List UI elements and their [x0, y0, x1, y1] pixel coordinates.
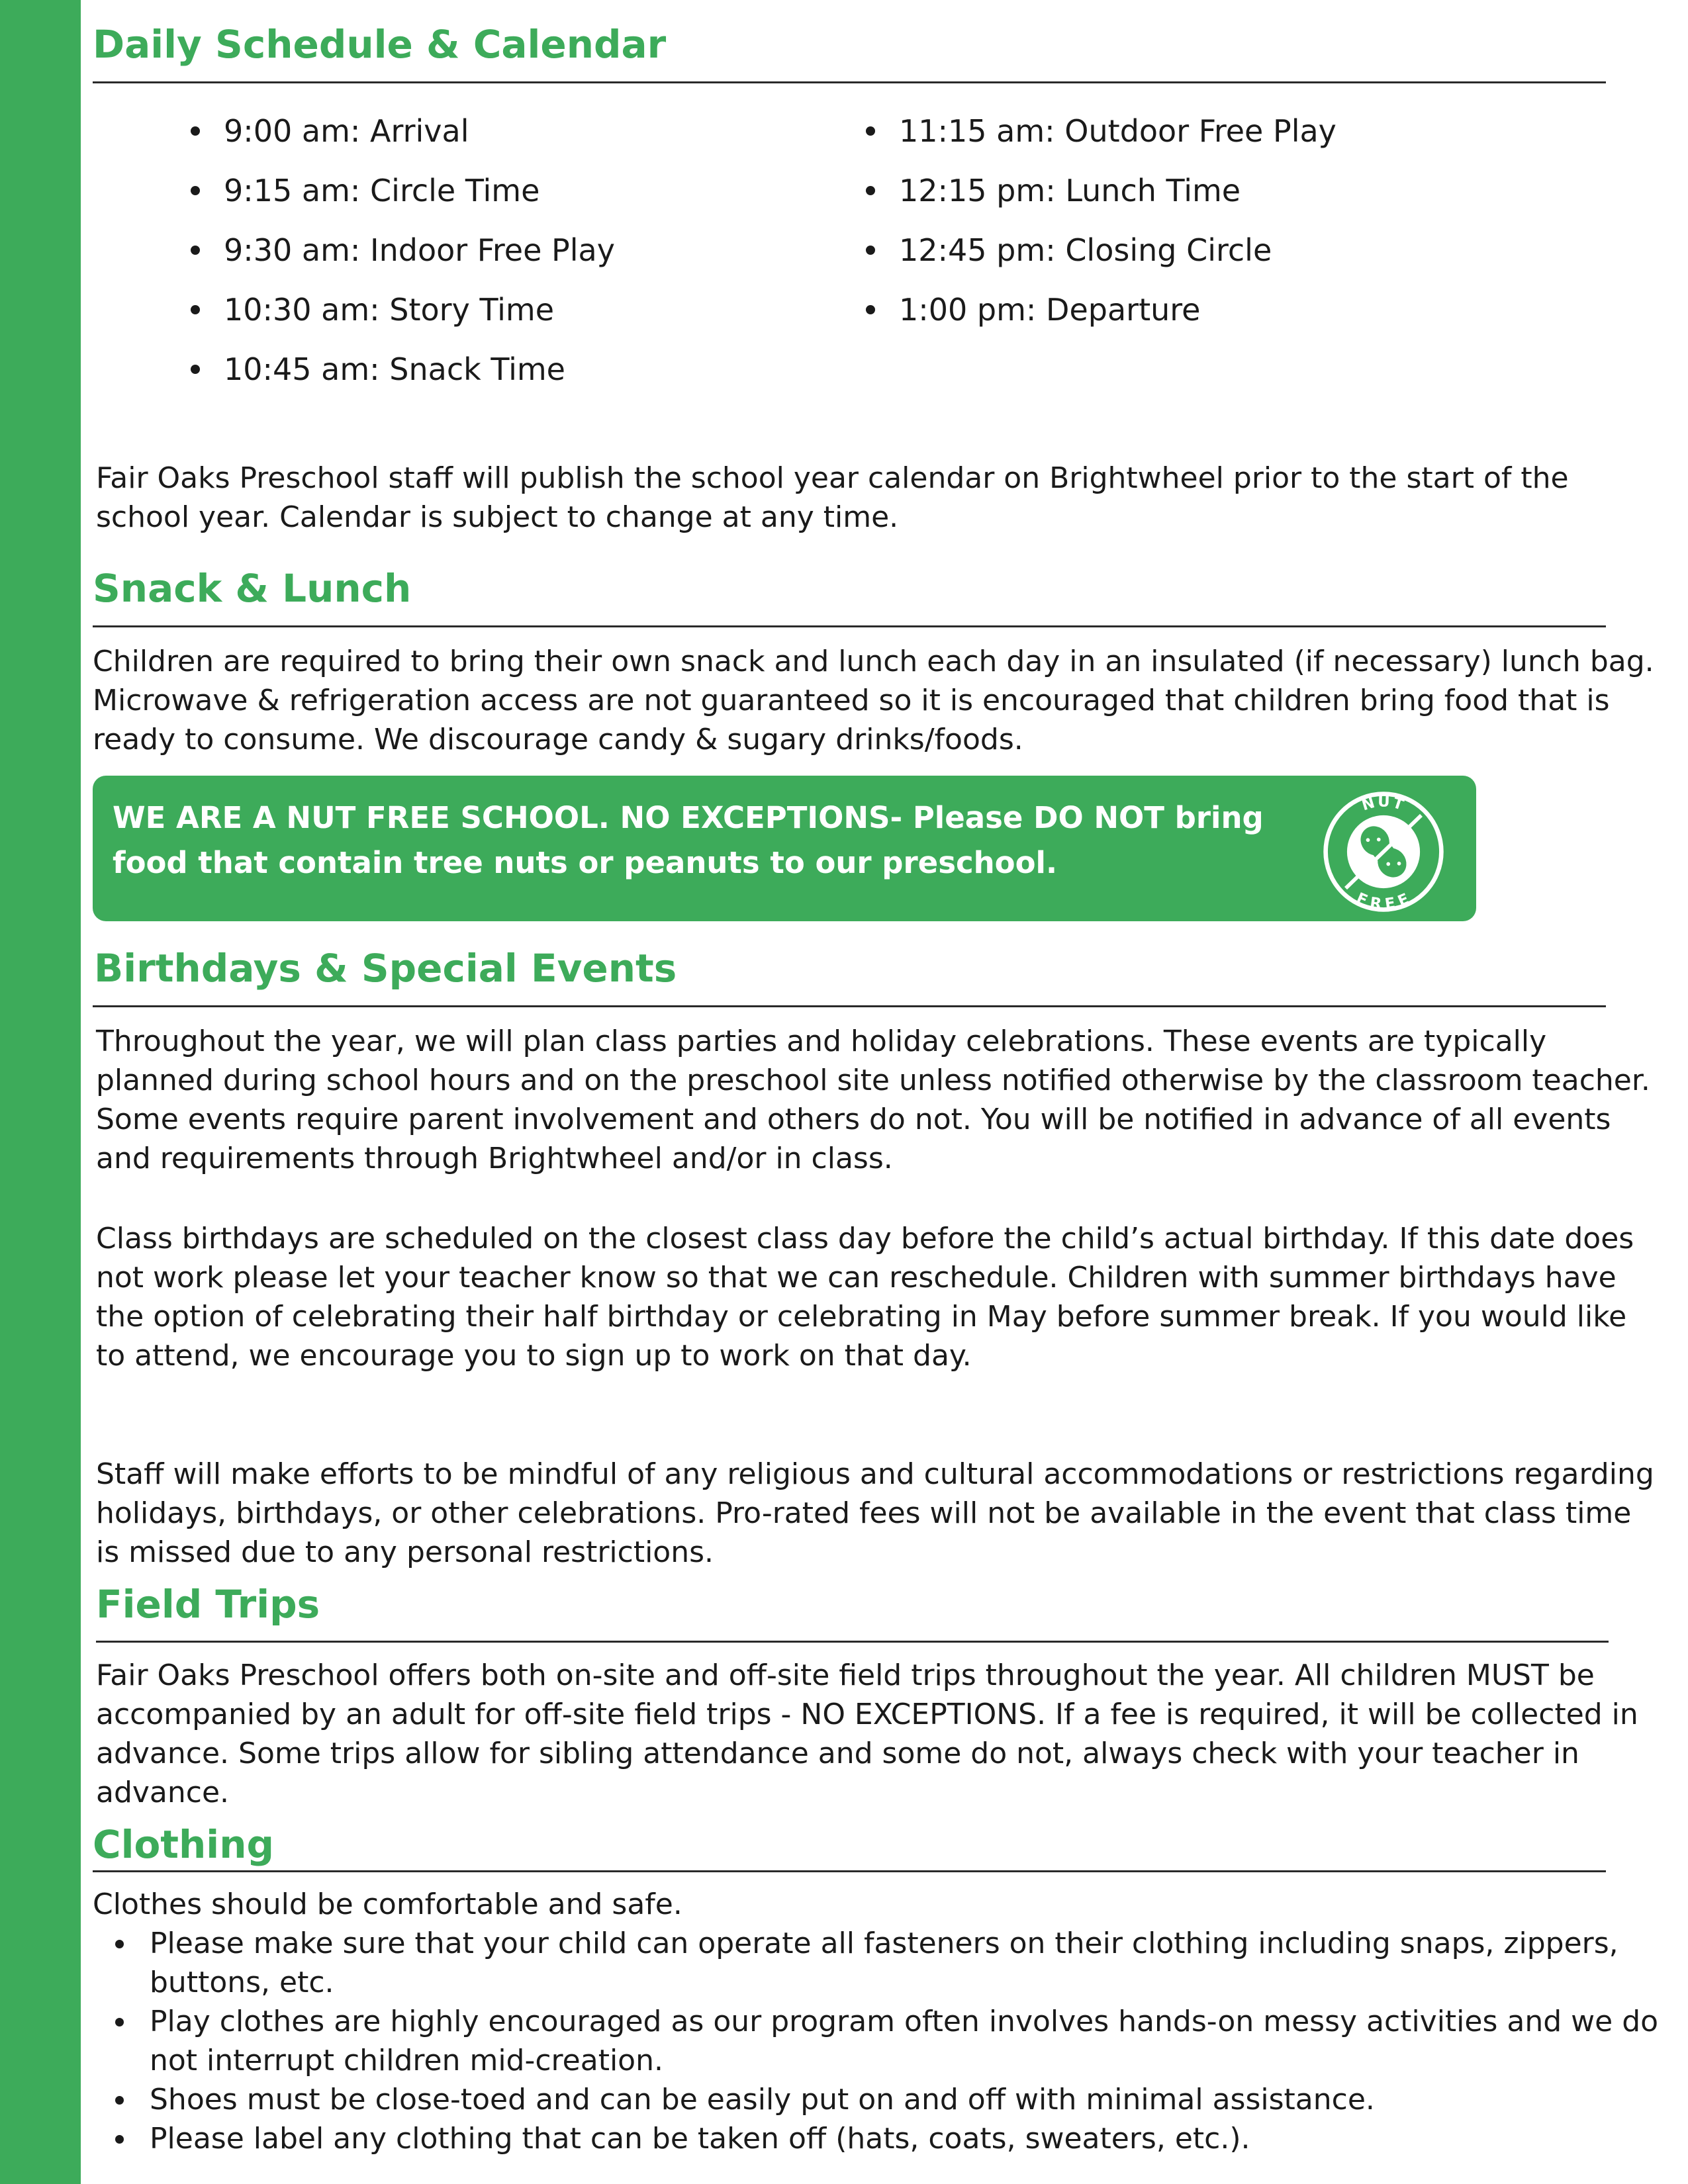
schedule-item: 1:00 pm: Departure	[862, 280, 1336, 340]
nut-free-notice	[93, 776, 1476, 921]
birthdays-paragraph-1: Throughout the year, we will plan class parties and holiday celebrations. These events are typically planned during school hours and on the preschool site unless notified otherwise by the classroom teacher. Some events require parent involvement and others do not. You will be notified in advance of all events and requirements through Brightwheel and/or in class.	[96, 1024, 1650, 1175]
schedule-list-right	[862, 101, 1336, 340]
svg-text:NUT	[1360, 793, 1407, 814]
clothing-list-item: Shoes must be close-toed and can be easily put on and off with minimal assistance.	[93, 2080, 1675, 2119]
green-side-bar	[0, 0, 81, 2184]
field-trips-heading: Field Trips	[96, 1582, 320, 1627]
daily-schedule-rule	[93, 81, 1606, 83]
clothing-list-item: Please label any clothing that can be taken off (hats, coats, sweaters, etc.).	[93, 2119, 1675, 2158]
schedule-item: 9:00 am: Arrival	[187, 101, 615, 161]
nut-free-notice-text: WE ARE A NUT FREE SCHOOL. NO EXCEPTIONS- Please DO NOT bring food that contain tree nuts or peanuts to our preschool.	[113, 800, 1264, 880]
badge-top-text: NUT	[1360, 793, 1408, 815]
clothing-heading: Clothing	[93, 1822, 274, 1867]
snack-lunch-heading: Snack & Lunch	[93, 566, 412, 611]
clothing-list	[93, 1924, 1675, 2158]
schedule-item: 12:45 pm: Closing Circle	[862, 220, 1336, 280]
field-trips-rule	[96, 1641, 1609, 1643]
schedule-item: 10:45 am: Snack Time	[187, 340, 615, 399]
clothing-intro: Clothes should be comfortable and safe.	[93, 1888, 682, 1921]
schedule-item: 11:15 am: Outdoor Free Play	[862, 101, 1336, 161]
schedule-item: 10:30 am: Story Time	[187, 280, 615, 340]
schedule-list-left	[187, 101, 615, 399]
birthdays-paragraph-2: Class birthdays are scheduled on the closest class day before the child’s actual birthday. If this date does not work please let your teacher know so that we can reschedule. Children with summer birthdays have the option of celebrating their half birthday or celebrating in May before summer break. If you would like to attend, we encourage you to sign up to work on that day.	[96, 1222, 1634, 1373]
snack-lunch-rule	[93, 625, 1606, 627]
schedule-item: 12:15 pm: Lunch Time	[862, 161, 1336, 220]
calendar-paragraph: Fair Oaks Preschool staff will publish the school year calendar on Brightwheel prior to the start of the school year. Calendar is subject to change at any time.	[96, 461, 1569, 534]
nut-free-badge-icon	[1321, 789, 1446, 915]
daily-schedule-heading: Daily Schedule & Calendar	[93, 22, 667, 67]
clothing-list-item: Please make sure that your child can operate all fasteners on their clothing including snaps, zippers, buttons, etc.	[93, 1924, 1675, 2002]
schedule-item: 9:15 am: Circle Time	[187, 161, 615, 220]
field-trips-paragraph: Fair Oaks Preschool offers both on-site and off-site field trips throughout the year. All children MUST be accompanied by an adult for off-site field trips - NO EXCEPTIONS. If a fee is required, it will be collected in advance. Some trips allow for sibling attendance and some do not, always check with your teacher in advance.	[96, 1659, 1638, 1809]
birthdays-paragraph-3: Staff will make efforts to be mindful of any religious and cultural accommodations or restrictions regarding holidays, birthdays, or other celebrations. Pro-rated fees will not be available in the event that class time is missed due to any personal restrictions.	[96, 1457, 1654, 1569]
snack-lunch-paragraph: Children are required to bring their own snack and lunch each day in an insulated (if necessary) lunch bag. Microwave & refrigeration access are not guaranteed so it is encouraged that children bring food that is ready to consume. We discourage candy & sugary drinks/foods.	[93, 645, 1654, 756]
clothing-rule	[93, 1870, 1606, 1872]
birthdays-rule	[93, 1005, 1606, 1007]
clothing-list-item: Play clothes are highly encouraged as our program often involves hands-on messy activities and we do not interrupt children mid-creation.	[93, 2002, 1675, 2080]
birthdays-heading: Birthdays & Special Events	[94, 946, 677, 991]
badge-bottom-text: FREE	[1353, 889, 1414, 913]
schedule-item: 9:30 am: Indoor Free Play	[187, 220, 615, 280]
